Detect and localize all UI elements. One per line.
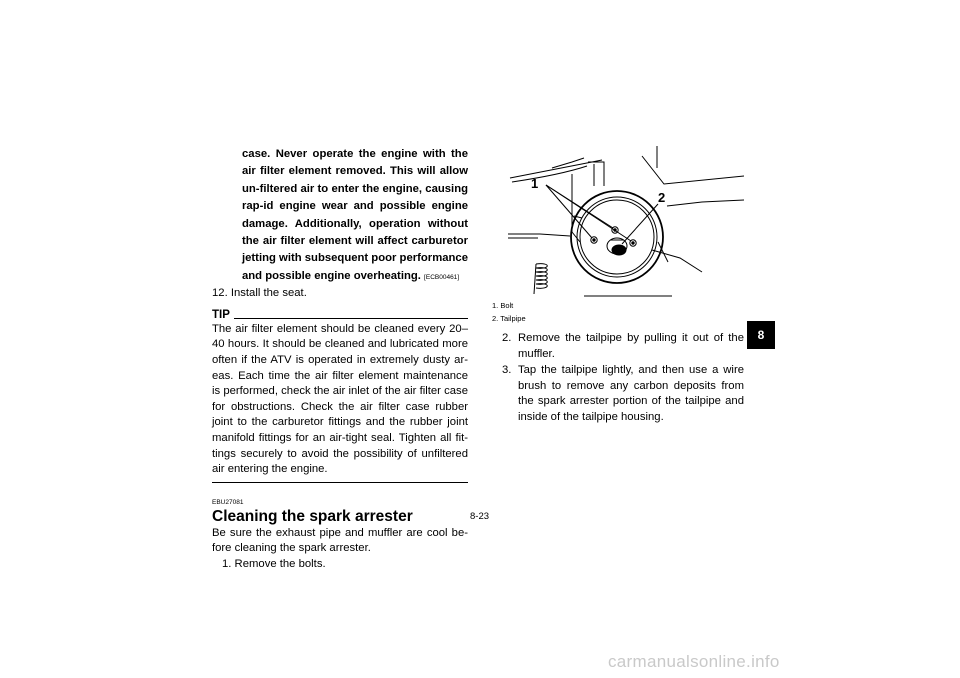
spark-arrester-figure bbox=[492, 146, 744, 300]
step-1: 1. Remove the bolts. bbox=[222, 557, 326, 570]
caution-body: case. Never operate the engine with the air filter element removed. This will allow un-filtered air to enter the engine, causing rap-id engine wear and possible engine damage. Additionally, operation without the air filter element will affect carburetor jetting with subsequent poor performance and possible engine overheating. bbox=[242, 148, 468, 282]
step-text: Tap the tailpipe lightly, and then use a wire brush to remove any carbon deposits from the spark arrester portion of the tailpipe and inside of the tailpipe housing. bbox=[518, 364, 744, 423]
chapter-tab: 8 bbox=[747, 321, 775, 349]
watermark: carmanualsonline.info bbox=[608, 652, 780, 671]
tip-text: The air filter element should be cleaned every 20–40 hours. It should be cleaned and lubricated more often if the ATV is operated in extremely dusty ar-eas. Each time the air filter element maintenance is performed, check the air inlet of the air filter case for obstructions. Check the air filter case rubber joint to the carburetor fittings and the rubber joint manifold fittings for an air-tight seal. Tighten all fit-tings securely to avoid the possibility of unfiltered air entering the engine. bbox=[212, 322, 468, 476]
callout-2: 2 bbox=[658, 190, 666, 205]
tip-end-rule bbox=[212, 482, 468, 483]
step-number: 3. bbox=[502, 364, 512, 377]
tip-label: TIP bbox=[212, 308, 230, 321]
legend-item: 1. Bolt bbox=[492, 301, 514, 310]
callout-1: 1 bbox=[531, 176, 539, 191]
left-column bbox=[212, 146, 468, 573]
section-title: Cleaning the spark arrester bbox=[212, 507, 413, 525]
tip-header bbox=[212, 308, 468, 322]
page-number: 8-23 bbox=[470, 511, 490, 522]
step-text: Remove the tailpipe by pulling it out of the muffler. bbox=[518, 332, 744, 360]
section-code: EBU27081 bbox=[212, 498, 244, 506]
step-3 bbox=[502, 363, 744, 425]
step-12: 12. Install the seat. bbox=[212, 287, 307, 300]
step-number: 2. bbox=[502, 332, 512, 344]
caution-code: [ECB00461] bbox=[424, 273, 460, 281]
tip-rule bbox=[234, 318, 468, 319]
step-2 bbox=[502, 331, 744, 362]
muffler-illustration bbox=[492, 146, 744, 300]
caution-text bbox=[242, 146, 468, 286]
figure-legend bbox=[492, 300, 744, 325]
legend-item: 2. Tailpipe bbox=[492, 313, 526, 323]
section-intro: Be sure the exhaust pipe and muffler are cool be-fore cleaning the spark arrester. bbox=[212, 526, 468, 555]
right-column bbox=[492, 146, 744, 426]
